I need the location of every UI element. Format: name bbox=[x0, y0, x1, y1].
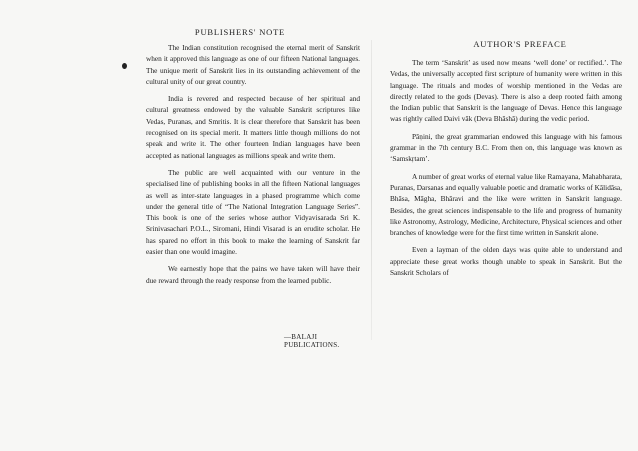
publishers-note-paragraph-2: India is revered and respected because of her spiritual and cultural greatness endowed by the valuable Sanskrit scriptures like Vedas, Puranas, and Smritis. It is clear therefore that Sanskrit has been recognised on its special merit. It matters little though millions do not speak and write it. The other fourteen Indian languages have been accepted as national languages as millions speak and write them. bbox=[146, 94, 360, 160]
authors-preface-paragraph-2: Pāṇini, the great grammarian endowed this language with his famous grammar in the 7th century B.C. From then on, this language was known as ‘Samskṛtam’. bbox=[390, 131, 622, 164]
publishers-note-paragraph-4: We earnestly hope that the pains we have taken will have their due reward through the ready response from the learned public. bbox=[146, 264, 360, 285]
publisher-signature: —BALAJI PUBLICATIONS. bbox=[284, 333, 340, 349]
authors-preface-paragraph-3: A number of great works of eternal value like Ramayana, Mahabharata, Puranas, Darsanas and equally valuable poetic and dramatic works of Kālidāsa, Bhāsa, Māgha, Bhāravi and the like were written in Sanskrit language. Besides, the great sciences indispensable to the life and progress of humanity like Astronomy, Astrology, Medicine, Architecture, Physical sciences and other branches of knowledge were for the first time written in Sanskrit alone. bbox=[390, 171, 622, 238]
publishers-note-body bbox=[146, 42, 360, 292]
publishers-note-paragraph-1: The Indian constitution recognised the eternal merit of Sanskrit when it approved this language as one of our fifteen National languages. The unique merit of Sanskrit lies in its outstanding achievement of the cultural unity of our great country. bbox=[146, 43, 360, 86]
publishers-note-heading: PUBLISHERS' NOTE bbox=[194, 27, 286, 37]
authors-preface-body bbox=[390, 57, 622, 284]
authors-preface-paragraph-1: The term ‘Sanskrit’ as used now means ‘well done’ or rectified.’. The Vedas, the universally accepted first scripture of humanity were written in this language. The rituals and modes of worship mentioned in the Vedas are directly related to the gods (Devas). There is also a deep rooted faith among the Indian public that Sanskrit is the language of Devas. Hence this language was rightly called Daivi vāk (Deva Bhāshā) during the vedic period. bbox=[390, 58, 622, 124]
publishers-note-paragraph-3: The public are well acquainted with our venture in the specialised line of publishing books in all the fifteen National languages as well as inter-state languages in a phased programme which come under the general title of “The National Integration Language Series”. This book is one of the series whose author Vidyavisarada Sri K. Srinivasachari P.O.L., Siromani, Hindi Visarad is an erudite scholar. He has spared no effort in this book to make the learning of Sanskrit far easier than one would imagine. bbox=[146, 167, 360, 257]
authors-preface-paragraph-4: Even a layman of the olden days was quite able to understand and appreciate these great works though unable to speak in Sanskrit. But the Sanskrit Scholars of bbox=[390, 245, 622, 278]
authors-preface-heading: AUTHOR'S PREFACE bbox=[473, 39, 567, 49]
page-gutter bbox=[371, 40, 372, 340]
margin-ink-mark bbox=[122, 63, 127, 69]
authors-preface-page bbox=[380, 0, 638, 451]
